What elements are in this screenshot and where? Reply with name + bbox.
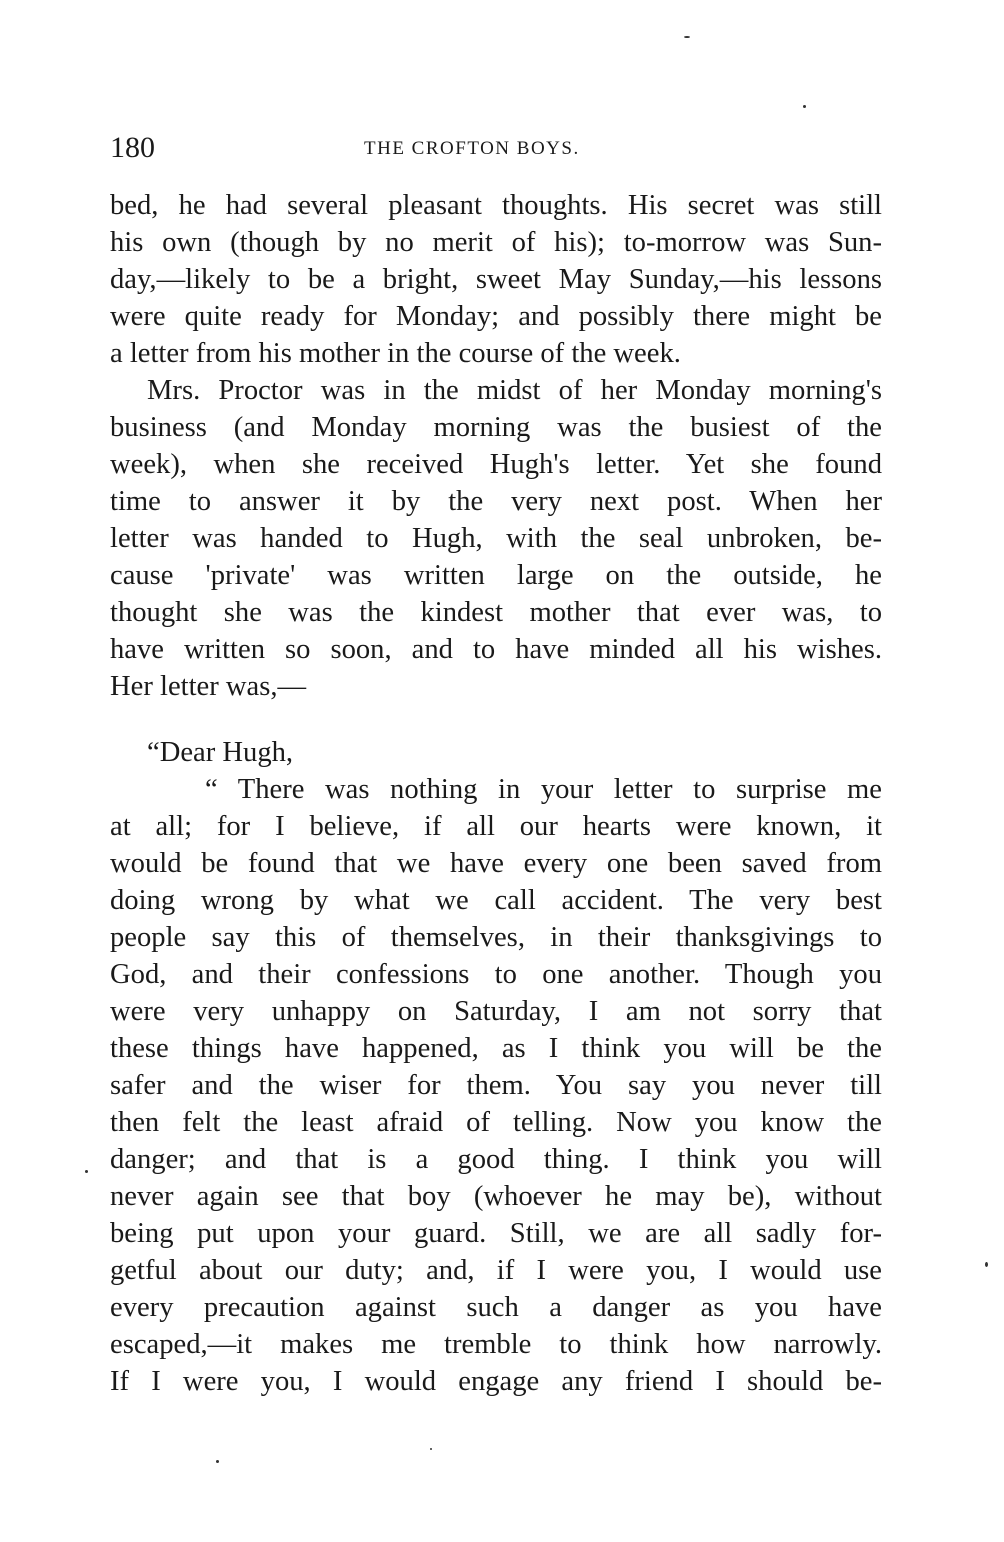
text-line: escaped,—it makes me tremble to think how narrowly.: [110, 1329, 882, 1360]
text-line: getful about our duty; and, if I were you, I would use: [110, 1255, 882, 1286]
text-line: have written so soon, and to have minded all his wishes.: [110, 634, 882, 665]
scan-speck: [684, 36, 690, 38]
text-line: Her letter was,—: [110, 671, 307, 702]
text-line: would be found that we have every one been saved from: [110, 848, 882, 879]
text-line: then felt the least afraid of telling. Now you know the: [110, 1107, 882, 1138]
text-line: time to answer it by the very next post. When her: [110, 486, 882, 517]
text-line: business (and Monday morning was the busiest of the: [110, 412, 882, 443]
page-number: 180: [110, 131, 155, 164]
text-line: doing wrong by what we call accident. The very best: [110, 885, 882, 916]
text-line: thought she was the kindest mother that ever was, to: [110, 597, 882, 628]
text-line: danger; and that is a good thing. I think you will: [110, 1144, 882, 1175]
running-title: THE CROFTON BOYS.: [364, 138, 580, 159]
text-line: were very unhappy on Saturday, I am not sorry that: [110, 996, 882, 1027]
text-line: people say this of themselves, in their thanksgivings to: [110, 922, 882, 953]
text-line: cause 'private' was written large on the outside, he: [110, 560, 882, 591]
text-line: these things have happened, as I think you will be the: [110, 1033, 882, 1064]
scan-speck: [216, 1460, 219, 1463]
text-line: his own (though by no merit of his); to-morrow was Sun-: [110, 227, 882, 258]
text-line: bed, he had several pleasant thoughts. His secret was still: [110, 190, 882, 221]
page-header: [110, 130, 885, 170]
scan-speck: [803, 105, 806, 108]
text-line: God, and their confessions to one another. Though you: [110, 959, 882, 990]
letter-salutation: “Dear Hugh,: [147, 737, 294, 768]
scan-speck: [430, 1448, 432, 1450]
text-line: Mrs. Proctor was in the midst of her Monday morning's: [147, 375, 882, 406]
text-line: safer and the wiser for them. You say you never till: [110, 1070, 882, 1101]
text-line: a letter from his mother in the course of the week.: [110, 338, 681, 369]
text-line: day,—likely to be a bright, sweet May Sunday,—his lessons: [110, 264, 882, 295]
text-line: “ There was nothing in your letter to surprise me: [205, 774, 882, 805]
scan-speck: [85, 1170, 88, 1173]
text-line: were quite ready for Monday; and possibly there might be: [110, 301, 882, 332]
text-line: being put upon your guard. Still, we are all sadly for-: [110, 1218, 882, 1249]
text-line: If I were you, I would engage any friend I should be-: [110, 1366, 882, 1397]
scan-speck: [985, 1262, 988, 1267]
text-line: letter was handed to Hugh, with the seal unbroken, be-: [110, 523, 882, 554]
text-line: every precaution against such a danger as you have: [110, 1292, 882, 1323]
text-line: never again see that boy (whoever he may be), without: [110, 1181, 882, 1212]
text-line: week), when she received Hugh's letter. Yet she found: [110, 449, 882, 480]
text-line: at all; for I believe, if all our hearts were known, it: [110, 811, 882, 842]
